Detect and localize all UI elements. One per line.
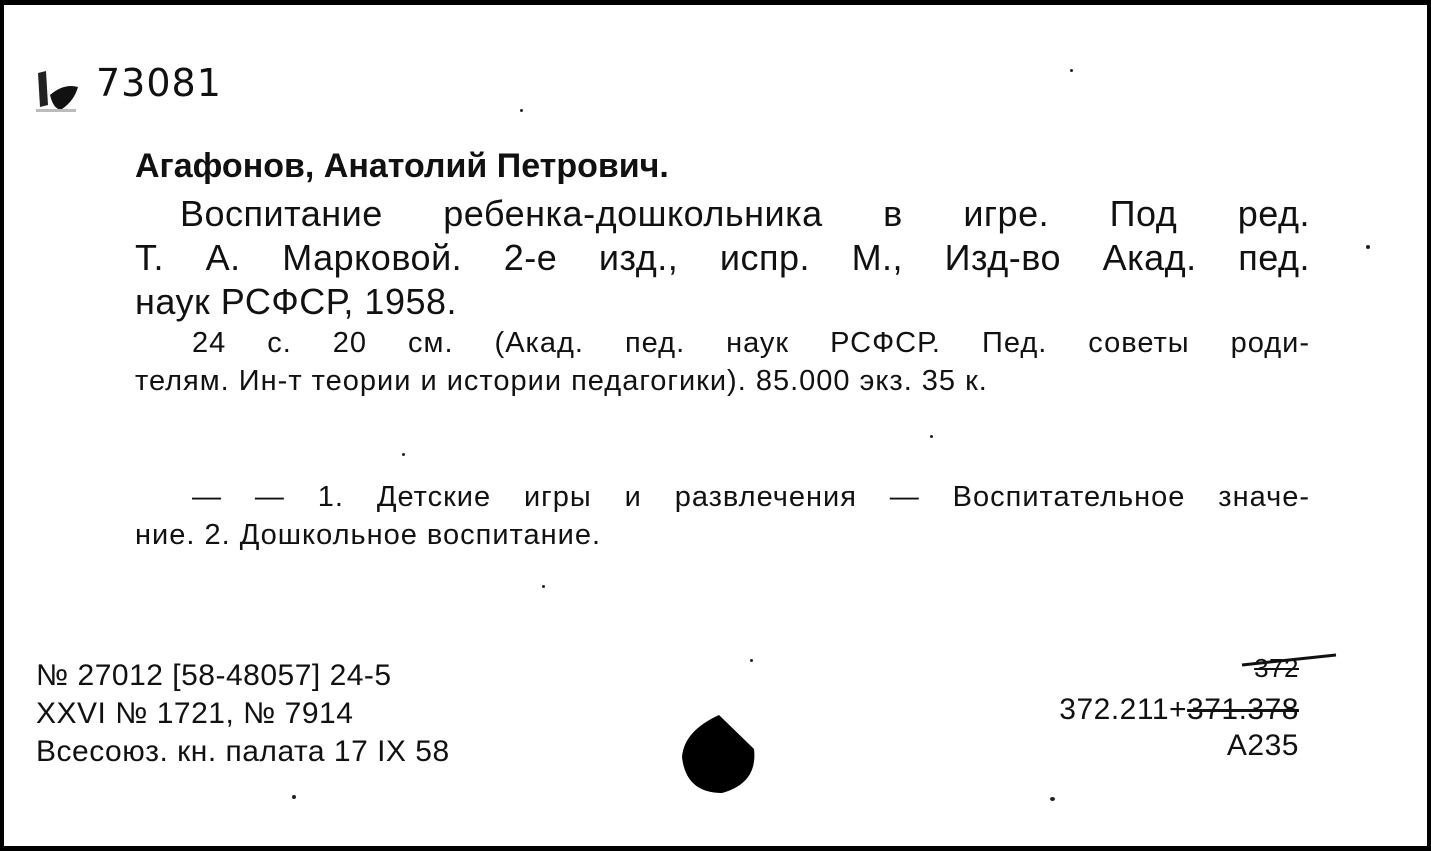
author-mark: А235 [1226, 729, 1299, 762]
title-line-2: Т. А. Марковой. 2-е изд., испр. М., Изд-во Акад. пед. [135, 237, 1310, 278]
strike-stroke-icon [1240, 651, 1340, 676]
footer-registry: XXVI № 1721, № 7914 [36, 697, 354, 730]
speck-mark [520, 109, 523, 112]
ink-blot-icon [34, 65, 94, 120]
speck-mark [750, 659, 753, 662]
struck-class-number: 372 [1254, 653, 1299, 683]
classification-number [1059, 693, 1299, 727]
title-line-1: Воспитание ребенка-дошкольника в игре. Под ред. [180, 193, 1310, 234]
punch-hole-icon [680, 713, 758, 800]
handwritten-number: 73081 [96, 61, 222, 105]
subject-line-2: ние. 2. Дошкольное воспитание. [135, 519, 602, 551]
speck-mark [1070, 69, 1073, 72]
speck-mark [930, 435, 933, 438]
speck-mark [1050, 797, 1055, 801]
speck-mark [1366, 245, 1370, 249]
speck-mark [402, 453, 405, 456]
description-line-2: телям. Ин-т теории и истории педагогики). 85.000 экз. 35 к. [135, 365, 988, 397]
speck-mark [292, 795, 296, 799]
subject-line-1: — — 1. Детские игры и развлечения — Воспитательное значе- [192, 481, 1310, 513]
classification-struck: 371.378 [1187, 693, 1299, 726]
description-line-1: 24 с. 20 см. (Акад. пед. наук РСФСР. Пед. советы роди- [192, 327, 1310, 359]
footer-chamber: Всесоюз. кн. палата 17 IX 58 [36, 735, 450, 768]
title-line-3: наук РСФСР, 1958. [135, 281, 458, 322]
speck-mark [542, 585, 545, 588]
footer-record-number: № 27012 [58-48057] 24-5 [36, 659, 392, 692]
author-heading: Агафонов, Анатолий Петрович. [135, 147, 669, 185]
classification-prefix: 372.211+ [1059, 693, 1188, 726]
